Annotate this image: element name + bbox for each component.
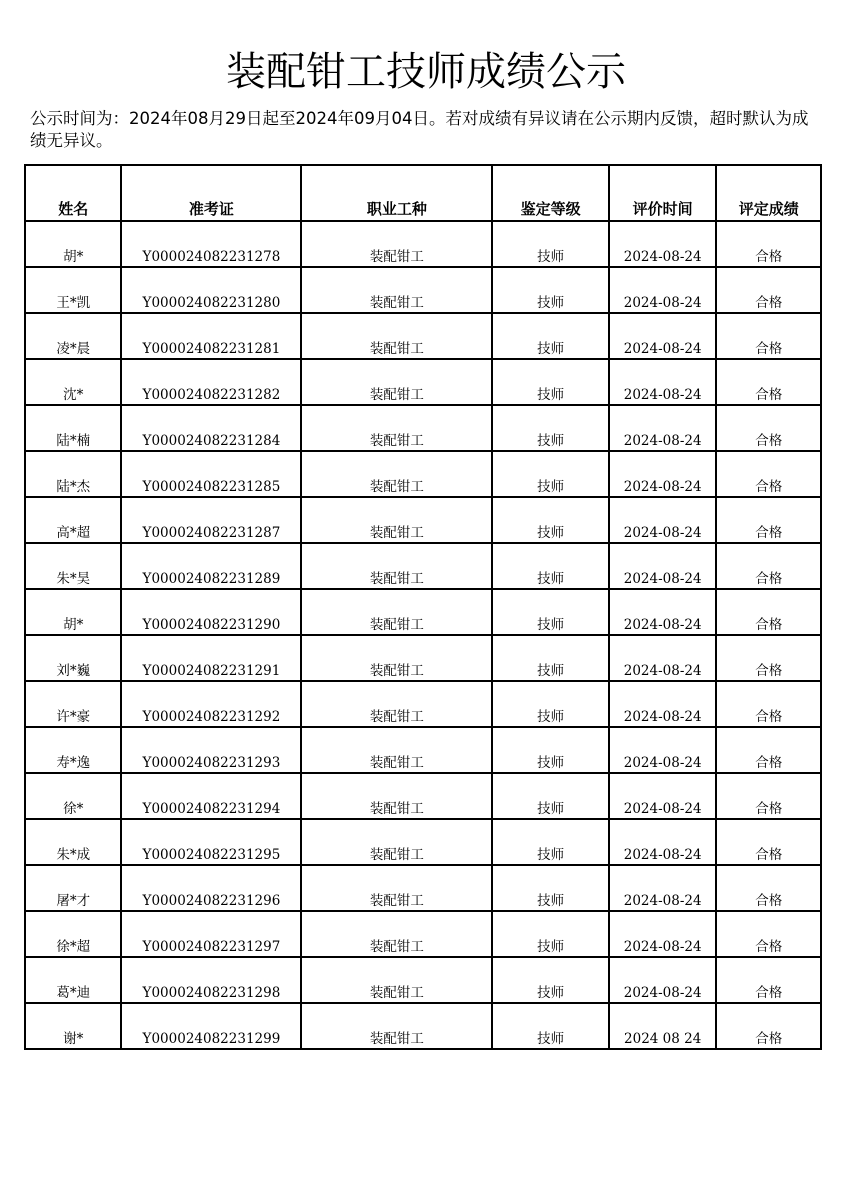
- table-row: [25, 221, 821, 267]
- cell-occupation: 装配钳工: [301, 543, 492, 589]
- cell-ticket-number: Y000024082231298: [121, 957, 301, 1003]
- cell-name: 葛*迪: [25, 957, 121, 1003]
- table-row: [25, 865, 821, 911]
- cell-name: 陆*杰: [25, 451, 121, 497]
- cell-occupation: 装配钳工: [301, 819, 492, 865]
- cell-name: 陆*楠: [25, 405, 121, 451]
- cell-occupation: 装配钳工: [301, 451, 492, 497]
- cell-occupation: 装配钳工: [301, 313, 492, 359]
- cell-eval-date: 2024 08 24: [609, 1003, 717, 1049]
- cell-ticket-number: Y000024082231296: [121, 865, 301, 911]
- cell-occupation: 装配钳工: [301, 267, 492, 313]
- table-header-row: [25, 165, 821, 221]
- cell-name: 胡*: [25, 589, 121, 635]
- cell-name: 朱*成: [25, 819, 121, 865]
- cell-ticket-number: Y000024082231289: [121, 543, 301, 589]
- cell-eval-date: 2024-08-24: [609, 221, 717, 267]
- cell-ticket-number: Y000024082231299: [121, 1003, 301, 1049]
- cell-name: 徐*超: [25, 911, 121, 957]
- cell-result: 合格: [716, 589, 821, 635]
- table-row: [25, 1003, 821, 1049]
- cell-name: 胡*: [25, 221, 121, 267]
- cell-eval-date: 2024-08-24: [609, 267, 717, 313]
- cell-ticket-number: Y000024082231282: [121, 359, 301, 405]
- cell-eval-date: 2024-08-24: [609, 911, 717, 957]
- cell-occupation: 装配钳工: [301, 911, 492, 957]
- table-row: [25, 911, 821, 957]
- cell-ticket-number: Y000024082231281: [121, 313, 301, 359]
- cell-result: 合格: [716, 681, 821, 727]
- cell-occupation: 装配钳工: [301, 221, 492, 267]
- table-row: [25, 681, 821, 727]
- cell-result: 合格: [716, 451, 821, 497]
- cell-eval-date: 2024-08-24: [609, 727, 717, 773]
- cell-level: 技师: [492, 1003, 609, 1049]
- cell-occupation: 装配钳工: [301, 865, 492, 911]
- header-occupation: 职业工种: [301, 165, 492, 221]
- cell-eval-date: 2024-08-24: [609, 773, 717, 819]
- cell-occupation: 装配钳工: [301, 635, 492, 681]
- cell-level: 技师: [492, 267, 609, 313]
- table-body: [25, 221, 821, 1049]
- table-row: [25, 497, 821, 543]
- table-row: [25, 819, 821, 865]
- cell-ticket-number: Y000024082231295: [121, 819, 301, 865]
- table-row: [25, 313, 821, 359]
- cell-occupation: 装配钳工: [301, 773, 492, 819]
- header-eval-date: 评价时间: [609, 165, 717, 221]
- table-row: [25, 589, 821, 635]
- cell-level: 技师: [492, 911, 609, 957]
- cell-result: 合格: [716, 911, 821, 957]
- cell-result: 合格: [716, 405, 821, 451]
- cell-level: 技师: [492, 865, 609, 911]
- cell-result: 合格: [716, 543, 821, 589]
- cell-occupation: 装配钳工: [301, 405, 492, 451]
- cell-eval-date: 2024-08-24: [609, 865, 717, 911]
- cell-level: 技师: [492, 635, 609, 681]
- cell-occupation: 装配钳工: [301, 957, 492, 1003]
- cell-occupation: 装配钳工: [301, 359, 492, 405]
- table-row: [25, 957, 821, 1003]
- cell-occupation: 装配钳工: [301, 589, 492, 635]
- cell-name: 刘*巍: [25, 635, 121, 681]
- cell-result: 合格: [716, 727, 821, 773]
- cell-level: 技师: [492, 451, 609, 497]
- cell-ticket-number: Y000024082231285: [121, 451, 301, 497]
- cell-result: 合格: [716, 313, 821, 359]
- cell-result: 合格: [716, 865, 821, 911]
- cell-eval-date: 2024-08-24: [609, 681, 717, 727]
- page-title: 装配钳工技师成绩公示: [226, 49, 626, 95]
- table-row: [25, 451, 821, 497]
- publicity-notice: 公示时间为：2024年08月29日起至2024年09月04日。若对成绩有异议请在公示期内反馈，超时默认为成绩无异议。: [30, 109, 809, 150]
- table-row: [25, 267, 821, 313]
- table-row: [25, 727, 821, 773]
- cell-name: 许*豪: [25, 681, 121, 727]
- cell-occupation: 装配钳工: [301, 681, 492, 727]
- cell-result: 合格: [716, 819, 821, 865]
- cell-level: 技师: [492, 359, 609, 405]
- cell-level: 技师: [492, 497, 609, 543]
- cell-eval-date: 2024-08-24: [609, 957, 717, 1003]
- cell-eval-date: 2024-08-24: [609, 405, 717, 451]
- cell-eval-date: 2024-08-24: [609, 359, 717, 405]
- header-ticket-number: 准考证: [121, 165, 301, 221]
- results-table: [24, 164, 822, 1050]
- cell-level: 技师: [492, 819, 609, 865]
- cell-eval-date: 2024-08-24: [609, 451, 717, 497]
- cell-name: 凌*晨: [25, 313, 121, 359]
- cell-result: 合格: [716, 359, 821, 405]
- cell-name: 屠*才: [25, 865, 121, 911]
- cell-ticket-number: Y000024082231292: [121, 681, 301, 727]
- cell-level: 技师: [492, 313, 609, 359]
- cell-name: 朱*昊: [25, 543, 121, 589]
- cell-result: 合格: [716, 221, 821, 267]
- cell-eval-date: 2024-08-24: [609, 543, 717, 589]
- cell-ticket-number: Y000024082231290: [121, 589, 301, 635]
- cell-level: 技师: [492, 957, 609, 1003]
- table-row: [25, 543, 821, 589]
- cell-occupation: 装配钳工: [301, 727, 492, 773]
- cell-name: 王*凯: [25, 267, 121, 313]
- cell-level: 技师: [492, 405, 609, 451]
- cell-level: 技师: [492, 727, 609, 773]
- cell-level: 技师: [492, 681, 609, 727]
- cell-result: 合格: [716, 957, 821, 1003]
- cell-eval-date: 2024-08-24: [609, 589, 717, 635]
- table-row: [25, 359, 821, 405]
- cell-occupation: 装配钳工: [301, 497, 492, 543]
- cell-ticket-number: Y000024082231291: [121, 635, 301, 681]
- cell-level: 技师: [492, 773, 609, 819]
- cell-ticket-number: Y000024082231294: [121, 773, 301, 819]
- cell-name: 沈*: [25, 359, 121, 405]
- cell-name: 高*超: [25, 497, 121, 543]
- cell-ticket-number: Y000024082231284: [121, 405, 301, 451]
- header-result: 评定成绩: [716, 165, 821, 221]
- cell-eval-date: 2024-08-24: [609, 313, 717, 359]
- cell-name: 寿*逸: [25, 727, 121, 773]
- table-row: [25, 635, 821, 681]
- cell-level: 技师: [492, 543, 609, 589]
- cell-level: 技师: [492, 589, 609, 635]
- cell-result: 合格: [716, 773, 821, 819]
- cell-ticket-number: Y000024082231278: [121, 221, 301, 267]
- cell-ticket-number: Y000024082231280: [121, 267, 301, 313]
- cell-level: 技师: [492, 221, 609, 267]
- cell-name: 徐*: [25, 773, 121, 819]
- cell-result: 合格: [716, 497, 821, 543]
- cell-result: 合格: [716, 1003, 821, 1049]
- header-level: 鉴定等级: [492, 165, 609, 221]
- cell-ticket-number: Y000024082231287: [121, 497, 301, 543]
- cell-result: 合格: [716, 267, 821, 313]
- cell-occupation: 装配钳工: [301, 1003, 492, 1049]
- cell-ticket-number: Y000024082231297: [121, 911, 301, 957]
- table-row: [25, 773, 821, 819]
- cell-name: 谢*: [25, 1003, 121, 1049]
- table-row: [25, 405, 821, 451]
- cell-eval-date: 2024-08-24: [609, 497, 717, 543]
- cell-eval-date: 2024-08-24: [609, 819, 717, 865]
- cell-ticket-number: Y000024082231293: [121, 727, 301, 773]
- cell-eval-date: 2024-08-24: [609, 635, 717, 681]
- cell-result: 合格: [716, 635, 821, 681]
- header-name: 姓名: [25, 165, 121, 221]
